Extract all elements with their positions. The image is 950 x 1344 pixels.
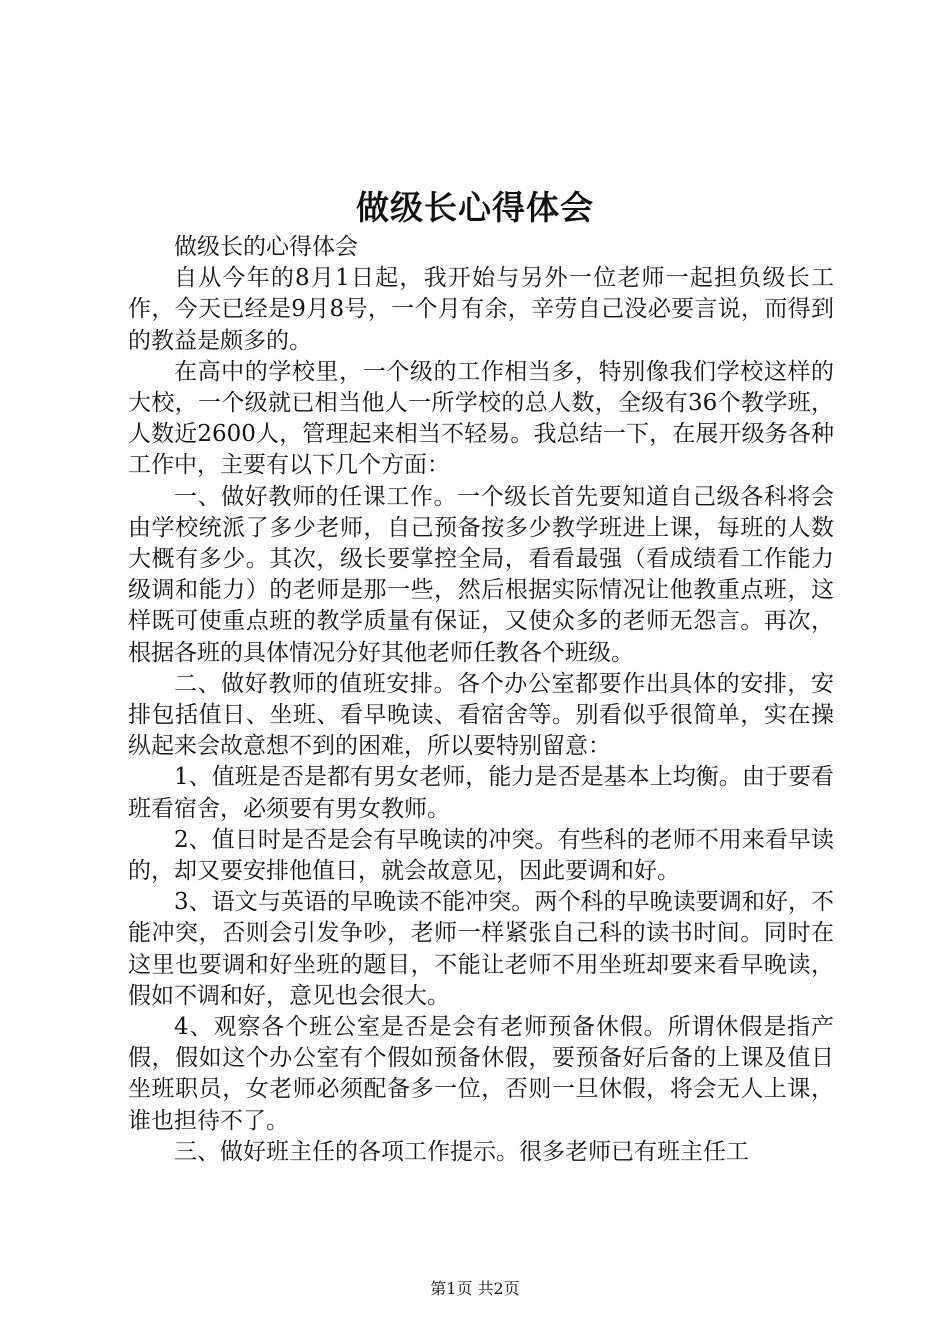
list-item-paragraph: 3、语文与英语的早晚读不能冲突。两个科的早晚读要调和好，不能冲突，否则会引发争吵，老师一样紧张自己科的读书时间。同时在这里也要调和好坐班的题目，不能让老师不用坐班却要来看早晚读，假如不调和好，意见也会很大。 [128, 889, 834, 1009]
list-item-paragraph: 2、值日时是否是会有早晚读的冲突。有些科的老师不用来看早读的，却又要安排他值日，就会故意见，因此要调和好。 [128, 826, 834, 885]
list-item-paragraph: 4、观察各个班公室是否是会有老师预备休假。所谓休假是指产假，假如这个办公室有个假如预备休假，要预备好后备的上课及值日坐班职员，女老师必须配备多一位，否则一旦休假，将会无人上课，谁也担待不了。 [128, 1014, 834, 1134]
document-body [128, 232, 834, 1168]
list-item-paragraph: 1、值班是否是都有男女老师，能力是否是基本上均衡。由于要看班看宿舍，必须要有男女教师。 [128, 764, 834, 822]
body-paragraph: 二、做好教师的值班安排。各个办公室都要作出具体的安排，安排包括值日、坐班、看早晚读、看宿舍等。别看似乎很简单，实在操纵起来会故意想不到的困难，所以要特别留意： [128, 670, 834, 760]
document-title: 做级长心得体会 [356, 188, 594, 227]
body-paragraph: 三、做好班主任的各项工作提示。很多老师已有班主任工 [174, 1138, 749, 1165]
body-paragraph: 自从今年的8月1日起，我开始与另外一位老师一起担负级长工作，今天已经是9月8号，一个月有余，辛劳自己没必要言说，而得到的教益是颇多的。 [128, 265, 834, 354]
page-number-footer: 第1页 共2页 [430, 1279, 520, 1298]
subtitle-paragraph: 做级长的心得体会 [174, 234, 358, 260]
body-paragraph: 一、做好教师的任课工作。一个级长首先要知道自己级各科将会由学校统派了多少老师，自己预备按多少教学班进上课，每班的人数大概有多少。其次，级长要掌控全局，看看最强（看成绩看工作能力级调和能力）的老师是那一些，然后根据实际情况让他教重点班，这样既可使重点班的教学质量有保证，又使众多的老师无怨言。再次，根据各班的具体情况分好其他老师任教各个班级。 [128, 483, 834, 666]
body-paragraph: 在高中的学校里，一个级的工作相当多，特别像我们学校这样的大校，一个级就已相当他人一所学校的总人数，全级有36个教学班，人数近2600人，管理起来相当不轻易。我总结一下，在展开级务各种工作中，主要有以下几个方面： [128, 358, 834, 479]
